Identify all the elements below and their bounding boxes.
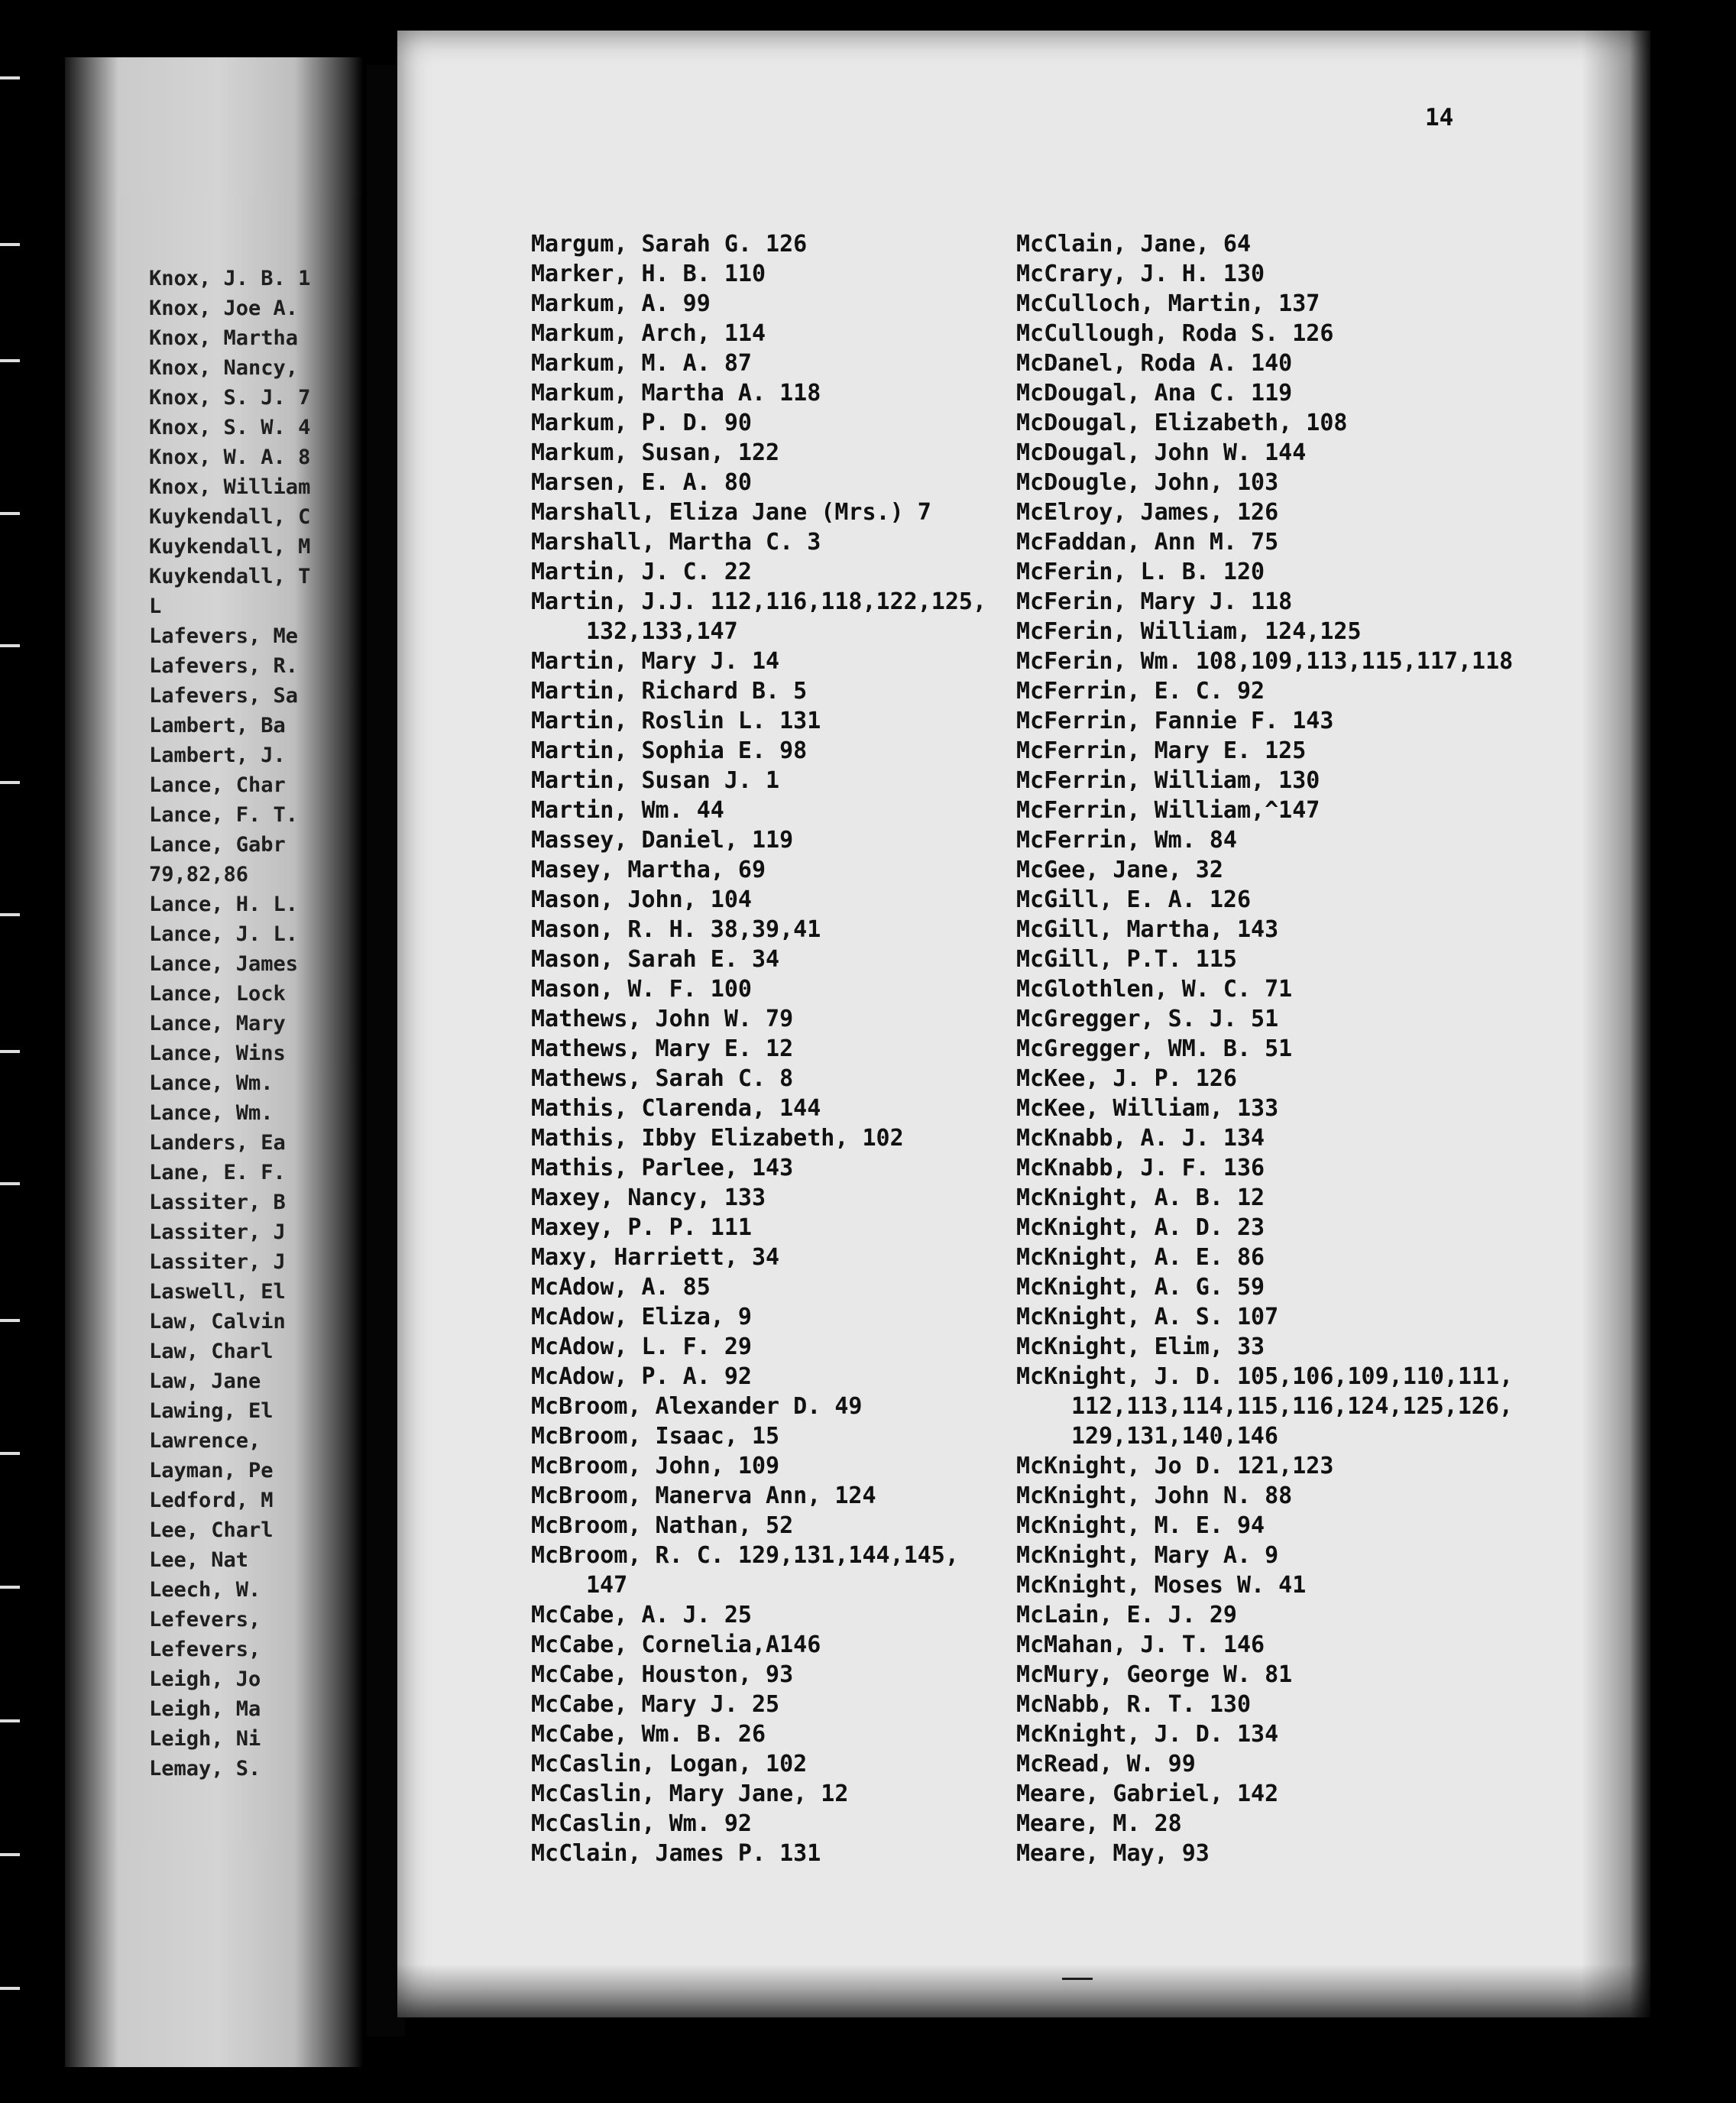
edge-tick [0,1853,20,1856]
facing-entry: Knox, J. B. 1 [149,267,311,290]
index-entry: McFerrin, William,^147 [1016,797,1320,824]
index-entry: McBroom, Alexander D. 49 [531,1393,863,1420]
index-entry: Martin, Roslin L. 131 [531,708,821,734]
index-entry: Mathis, Ibby Elizabeth, 102 [531,1125,904,1152]
index-entry: Mathis, Parlee, 143 [531,1155,794,1181]
index-entry: McKnight, Elim, 33 [1016,1333,1265,1360]
index-entry: McKnight, J. D. 105,106,109,110,111, [1016,1363,1514,1390]
index-entry: Meare, M. 28 [1016,1810,1182,1837]
index-entry: Meare, Gabriel, 142 [1016,1781,1279,1807]
index-entry: Martin, Sophia E. 98 [531,737,808,764]
page-number: 14 [1425,104,1454,131]
facing-entry: Lambert, J. [149,744,286,767]
facing-page-strip [65,57,363,2067]
facing-entry: Law, Charl [149,1340,274,1363]
index-entry: Markum, P. D. 90 [531,410,752,436]
facing-entry: Lance, James [149,952,299,976]
index-entry: McFaddan, Ann M. 75 [1016,529,1279,556]
edge-tick [0,243,20,246]
index-entry: McMury, George W. 81 [1016,1661,1293,1688]
index-entry: McFerrin, Fannie F. 143 [1016,708,1334,734]
index-entry: 129,131,140,146 [1071,1423,1278,1450]
index-entry: McElroy, James, 126 [1016,499,1279,526]
index-entry: McGregger, S. J. 51 [1016,1006,1279,1032]
index-entry: 132,133,147 [586,618,738,645]
index-entry: Mathews, Sarah C. 8 [531,1065,794,1092]
index-entry: Marker, H. B. 110 [531,261,766,287]
edge-tick [0,1586,20,1589]
index-entry: Martin, Richard B. 5 [531,678,808,705]
facing-entry: Lance, F. T. [149,803,299,827]
facing-entry: Knox, Joe A. [149,296,299,320]
index-entry: McKnight, A. B. 12 [1016,1184,1265,1211]
index-entry: McLain, E. J. 29 [1016,1602,1237,1628]
facing-page-text [149,264,348,1945]
index-entry: McFerrin, Wm. 84 [1016,827,1237,854]
index-entry: McCulloch, Martin, 137 [1016,290,1320,317]
index-entry: McFerrin, E. C. 92 [1016,678,1265,705]
facing-entry: Lee, Charl [149,1518,274,1542]
index-page [397,31,1650,2017]
index-entry: Martin, Wm. 44 [531,797,724,824]
edge-tick [0,1719,20,1722]
facing-entry: Laswell, El [149,1280,286,1304]
index-entry: Masey, Martha, 69 [531,857,766,883]
facing-entry: Lance, Wm. [149,1101,274,1125]
facing-entry: Lance, Char [149,773,286,797]
facing-entry: Kuykendall, C [149,505,311,529]
index-entry: Maxey, Nancy, 133 [531,1184,766,1211]
index-entry: McMahan, J. T. 146 [1016,1632,1265,1658]
index-entry: McKnight, Moses W. 41 [1016,1572,1307,1599]
facing-entry: Lawrence, [149,1429,261,1453]
index-entry: McFerin, William, 124,125 [1016,618,1362,645]
page-shadow-right [1582,31,1650,2017]
facing-entry: Lafevers, Me [149,624,299,648]
index-entry: McBroom, John, 109 [531,1453,780,1479]
facing-entry: Lambert, Ba [149,714,286,737]
facing-entry: Leigh, Jo [149,1667,261,1691]
index-entry: McKee, William, 133 [1016,1095,1279,1122]
index-entry: McAdow, L. F. 29 [531,1333,752,1360]
index-entry: McKnight, A. G. 59 [1016,1274,1265,1301]
facing-entry: Ledford, M [149,1489,274,1512]
index-entry: McDougle, John, 103 [1016,469,1279,496]
facing-entry: Knox, S. W. 4 [149,416,311,439]
edge-tick [0,1050,20,1053]
index-entry: Mason, John, 104 [531,886,752,913]
index-entry: McCullough, Roda S. 126 [1016,320,1334,347]
facing-entry: Lance, Lock [149,982,286,1006]
index-entry: McBroom, Manerva Ann, 124 [531,1482,876,1509]
index-entry: Mathews, John W. 79 [531,1006,794,1032]
facing-entry: Law, Jane [149,1369,261,1393]
facing-entry: Knox, William [149,475,311,499]
facing-entry: Knox, S. J. 7 [149,386,311,410]
index-entry: Marshall, Eliza Jane (Mrs.) 7 [531,499,931,526]
facing-entry: Knox, Martha [149,326,299,350]
edge-tick [0,781,20,784]
index-entry: Mason, R. H. 38,39,41 [531,916,821,943]
facing-entry: Kuykendall, M [149,535,311,559]
index-entry: McFerin, Wm. 108,109,113,115,117,118 [1016,648,1514,675]
edge-tick [0,1452,20,1455]
facing-entry: Lassiter, J [149,1220,286,1244]
index-entry: Mathews, Mary E. 12 [531,1035,794,1062]
edge-tick [0,644,20,647]
facing-entry: Lance, Mary [149,1012,286,1035]
index-entry: McFerin, Mary J. 118 [1016,588,1293,615]
index-entry: McFerin, L. B. 120 [1016,559,1265,585]
facing-entry: Lafevers, R. [149,654,299,678]
index-entry: McKnabb, J. F. 136 [1016,1155,1265,1181]
index-entry: McFerrin, Mary E. 125 [1016,737,1307,764]
index-entry: McKnight, Mary A. 9 [1016,1542,1279,1569]
index-entry: Mason, Sarah E. 34 [531,946,780,973]
facing-entry: Kuykendall, T [149,565,311,588]
facing-entry: Lafevers, Sa [149,684,299,708]
index-entry: McClain, Jane, 64 [1016,231,1252,258]
facing-entry: Lance, Gabr [149,833,286,857]
edge-tick [0,1182,20,1185]
edge-tick [0,913,20,916]
index-column-left [531,229,986,1868]
index-entry: Mason, W. F. 100 [531,976,752,1003]
index-entry: McKnight, J. D. 134 [1016,1721,1279,1748]
index-entry: McCaslin, Wm. 92 [531,1810,752,1837]
facing-entry: Lee, Nat [149,1548,249,1572]
index-entry: 112,113,114,115,116,124,125,126, [1071,1393,1513,1420]
edge-tick [0,1987,20,1990]
facing-entry: Lawing, El [149,1399,274,1423]
index-entry: Markum, A. 99 [531,290,711,317]
index-entry: Martin, Susan J. 1 [531,767,780,794]
facing-entry: L [149,595,162,618]
facing-entry: Lefevers, [149,1638,261,1661]
facing-entry: 79,82,86 [149,863,249,886]
index-entry: McDougal, Ana C. 119 [1016,380,1293,407]
index-entry: McKnight, John N. 88 [1016,1482,1293,1509]
index-entry: Meare, May, 93 [1016,1840,1210,1867]
index-entry: Margum, Sarah G. 126 [531,231,808,258]
index-entry: Markum, M. A. 87 [531,350,752,377]
index-entry: Markum, Susan, 122 [531,439,780,466]
index-entry: McFerrin, William, 130 [1016,767,1320,794]
index-entry: McKnight, A. D. 23 [1016,1214,1265,1241]
facing-entry: Leigh, Ni [149,1727,261,1751]
facing-entry: Layman, Pe [149,1459,274,1482]
index-entry: McCabe, A. J. 25 [531,1602,752,1628]
index-entry: McCabe, Mary J. 25 [531,1691,780,1718]
facing-entry: Lance, J. L. [149,922,299,946]
index-entry: Massey, Daniel, 119 [531,827,794,854]
index-entry: Markum, Arch, 114 [531,320,766,347]
facing-entry: Lassiter, J [149,1250,286,1274]
index-entry: McKnight, Jo D. 121,123 [1016,1453,1334,1479]
index-entry: McAdow, P. A. 92 [531,1363,752,1390]
index-entry: McKnight, A. E. 86 [1016,1244,1265,1271]
facing-entry: Lance, Wm. [149,1071,274,1095]
facing-entry: Lane, E. F. [149,1161,286,1184]
index-entry: Marshall, Martha C. 3 [531,529,821,556]
facing-entry: Knox, W. A. 8 [149,446,311,469]
index-entry: Mathis, Clarenda, 144 [531,1095,821,1122]
index-entry: McClain, James P. 131 [531,1840,821,1867]
facing-entry: Leigh, Ma [149,1697,261,1721]
index-entry: McBroom, Nathan, 52 [531,1512,794,1539]
facing-entry: Lassiter, B [149,1191,286,1214]
facing-entry: Lemay, S. [149,1757,261,1781]
index-entry: McNabb, R. T. 130 [1016,1691,1252,1718]
page-shadow-bottom [397,1964,1650,2017]
index-entry: McKnight, A. S. 107 [1016,1304,1279,1330]
facing-entry: Law, Calvin [149,1310,286,1333]
index-entry: McBroom, Isaac, 15 [531,1423,780,1450]
index-entry: McBroom, R. C. 129,131,144,145, [531,1542,959,1569]
index-entry: McDanel, Roda A. 140 [1016,350,1293,377]
index-entry: McGregger, WM. B. 51 [1016,1035,1293,1062]
index-entry: Marsen, E. A. 80 [531,469,752,496]
facing-entry: Knox, Nancy, [149,356,299,380]
index-entry: Martin, Mary J. 14 [531,648,780,675]
index-entry: McAdow, A. 85 [531,1274,711,1301]
facing-entry: Lefevers, [149,1608,261,1632]
facing-entry: Lance, H. L. [149,893,299,916]
index-entry: McRead, W. 99 [1016,1751,1196,1777]
index-entry: Martin, J. C. 22 [531,559,752,585]
index-entry: Martin, J.J. 112,116,118,122,125, [531,588,987,615]
index-entry: McCabe, Cornelia,A146 [531,1632,821,1658]
index-entry: McCabe, Wm. B. 26 [531,1721,766,1748]
index-entry: McKee, J. P. 126 [1016,1065,1237,1092]
index-entry: Markum, Martha A. 118 [531,380,821,407]
facing-entry: Landers, Ea [149,1131,286,1155]
index-entry: McGill, P.T. 115 [1016,946,1237,973]
index-entry: Maxy, Harriett, 34 [531,1244,780,1271]
index-entry: McGill, E. A. 126 [1016,886,1252,913]
edge-tick [0,1319,20,1322]
index-entry: McCrary, J. H. 130 [1016,261,1265,287]
index-entry: McAdow, Eliza, 9 [531,1304,752,1330]
index-entry: McGlothlen, W. C. 71 [1016,976,1293,1003]
index-entry: McDougal, John W. 144 [1016,439,1307,466]
index-entry: McGill, Martha, 143 [1016,916,1279,943]
edge-tick [0,512,20,515]
index-entry: McDougal, Elizabeth, 108 [1016,410,1348,436]
facing-entry: Lance, Wins [149,1042,286,1065]
edge-tick [0,359,20,362]
edge-tick [0,76,20,79]
index-entry: McCaslin, Logan, 102 [531,1751,808,1777]
facing-entry: Leech, W. [149,1578,261,1602]
index-entry: McKnabb, A. J. 134 [1016,1125,1265,1152]
index-entry: McGee, Jane, 32 [1016,857,1223,883]
index-entry: McKnight, M. E. 94 [1016,1512,1265,1539]
index-column-right [1016,229,1513,1868]
index-entry: 147 [586,1572,628,1599]
index-entry: Maxey, P. P. 111 [531,1214,752,1241]
index-entry: McCaslin, Mary Jane, 12 [531,1781,849,1807]
index-entry: McCabe, Houston, 93 [531,1661,794,1688]
